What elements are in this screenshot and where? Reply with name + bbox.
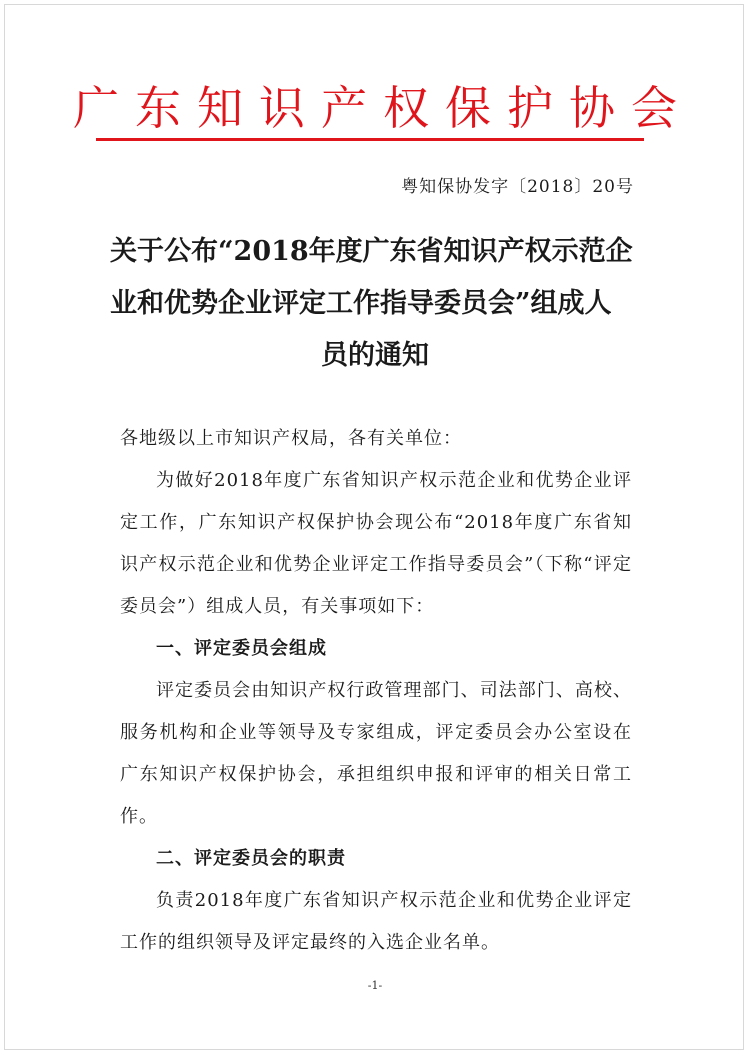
document-body — [120, 418, 632, 964]
section-1-heading: 一、评定委员会组成 — [156, 638, 327, 659]
section-1-paragraph: 评定委员会由知识产权行政管理部门、司法部门、高校、服务机构和企业等领导及专家组成，评定委员会办公室设在广东知识产权保护协会，承担组织申报和评审的相关日常工作。 — [120, 680, 632, 827]
title-line-1: 关于公布“2018年度广东省知识产权示范企 — [110, 236, 633, 267]
section-2-paragraph: 负责2018年度广东省知识产权示范企业和优势企业评定工作的组织领导及评定最终的入选企业名单。 — [120, 890, 632, 953]
notice-title — [110, 226, 640, 382]
page-number: -1- — [367, 979, 383, 992]
addressee: 各地级以上市知识产权局，各有关单位： — [120, 428, 462, 449]
title-line-2: 业和优势企业评定工作指导委员会”组成人 — [110, 288, 612, 319]
red-header-rule — [96, 138, 644, 141]
title-line-3: 员的通知 — [321, 340, 429, 371]
section-2-heading: 二、评定委员会的职责 — [156, 848, 346, 869]
document-number: 粤知保协发字〔2018〕20号 — [401, 177, 634, 197]
intro-paragraph: 为做好2018年度广东省知识产权示范企业和优势企业评定工作，广东知识产权保护协会现公布“2018年度广东省知识产权示范企业和优势企业评定工作指导委员会”（下称“评定委员会”）组成人员，有关事项如下： — [120, 470, 632, 617]
organization-title: 广东知识产权保护协会 — [73, 81, 693, 135]
